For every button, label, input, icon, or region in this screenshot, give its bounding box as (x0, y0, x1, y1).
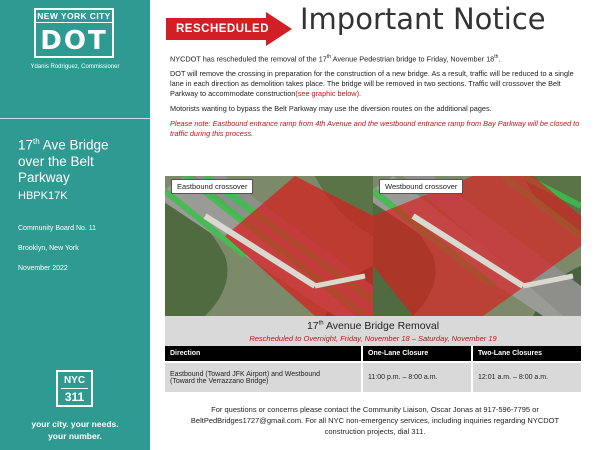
paragraph-3: Motorists wanting to bypass the Belt Parkway may use the diversion routes on the additional pages. (170, 104, 492, 114)
nyc311-logo (56, 370, 93, 407)
p1-part-b: Avenue Pedestrian bridge to Friday, November 18 (331, 54, 495, 64)
tagline-line1: your city. your needs. (31, 419, 119, 429)
paragraph-1 (170, 52, 585, 64)
community-board: Community Board No. 11 (18, 225, 97, 232)
tagline (0, 418, 150, 442)
nyc311-top: NYC (63, 375, 86, 386)
title-line2: over the Belt (18, 153, 94, 169)
rescheduled-badge (166, 12, 292, 46)
schedule-title (165, 320, 581, 332)
schedule-subtitle: Rescheduled to Overnight, Friday, November 18 – Saturday, November 19 (249, 334, 497, 343)
tagline-line2: your number. (48, 431, 102, 441)
schedule-title-rest: Avenue Bridge Removal (323, 320, 440, 332)
aerial-map-image (165, 176, 373, 316)
aerial-map-image (373, 176, 581, 316)
nyc311-bottom: 311 (61, 388, 88, 405)
col-direction: Direction (165, 346, 362, 362)
direction-line1: Eastbound (Toward JFK Airport) and Westbound (170, 370, 321, 378)
schedule-title-number: 17 (306, 320, 319, 332)
col-one-lane: One-Lane Closure (362, 346, 472, 362)
notice-body (170, 52, 585, 144)
commissioner-name: Ydanis Rodriguez, Commissioner (30, 64, 120, 70)
p1-sup-2: th (494, 54, 499, 60)
logo-top-text: NEW YORK CITY (37, 11, 111, 21)
contact-info (170, 404, 580, 437)
two-lane-cell: 12:01 a.m. – 8:00 a.m. (472, 362, 581, 392)
p1-part-a: NYCDOT has rescheduled the removal of the 17 (170, 54, 327, 64)
direction-line2: (Toward the Verrazzano Bridge) (170, 377, 269, 385)
title-number: 17 (18, 137, 34, 153)
see-graphic-note: (see graphic below) (295, 89, 360, 99)
sidebar (0, 0, 150, 450)
col-two-lane: Two-Lane Closures (472, 346, 581, 362)
title-sup: th (33, 137, 40, 146)
table-row (165, 362, 581, 392)
westbound-crossover-map (373, 176, 581, 316)
project-title (18, 134, 143, 186)
contact-line2: BeltPedBridges1727@gmail.com. For all NYC non-emergency services, including inquiries regarding NYCDOT (190, 416, 560, 425)
table-header-row (165, 346, 581, 362)
westbound-label: Westbound crossover (379, 179, 463, 194)
logo-main-text: DOT (40, 26, 108, 56)
title-line3: Parkway (18, 169, 70, 185)
p1-part-c: . (498, 54, 501, 64)
ramp-closure-note: Please note: Eastbound entrance ramp from 4th Avenue and the westbound entrance ramp from Bay Parkway will be closed to traffic during this process. (170, 119, 580, 139)
contact-line1: For questions or concerns please contact the Community Liaison, Oscar Jonas at 917-596-7795 or (211, 405, 539, 414)
project-code: HBPK17K (18, 190, 68, 202)
nyc-dot-logo (34, 8, 114, 58)
contact-line3: construction projects, dial 311. (324, 427, 426, 436)
title-line1-rest: Ave Bridge (39, 137, 109, 153)
p2-part-a: DOT will remove the crossing in preparation for the construction of a new bridge. As a result, traffic will be reduced to a single lane in each direction as demolition takes place. The bridge will be removed in two sections. Traffic will crossover the Belt Parkway to accommodate construction (170, 69, 574, 99)
closure-table (165, 346, 581, 392)
eastbound-label: Eastbound crossover (171, 179, 253, 194)
rescheduled-label: RESCHEDULED (176, 23, 270, 35)
location: Brooklyn, New York (18, 245, 79, 252)
sidebar-divider (0, 118, 150, 119)
direction-cell (165, 362, 362, 392)
p2-part-c: . (359, 89, 362, 99)
page-title: Important Notice (300, 2, 546, 36)
notice-date: November 2022 (18, 265, 68, 272)
schedule-header (165, 316, 581, 346)
schedule-title-sup: th (318, 320, 324, 327)
one-lane-cell: 11:00 p.m. – 8:00 a.m. (362, 362, 472, 392)
eastbound-crossover-map (165, 176, 373, 316)
paragraph-2 (170, 69, 585, 99)
p1-sup-1: th (326, 54, 332, 60)
